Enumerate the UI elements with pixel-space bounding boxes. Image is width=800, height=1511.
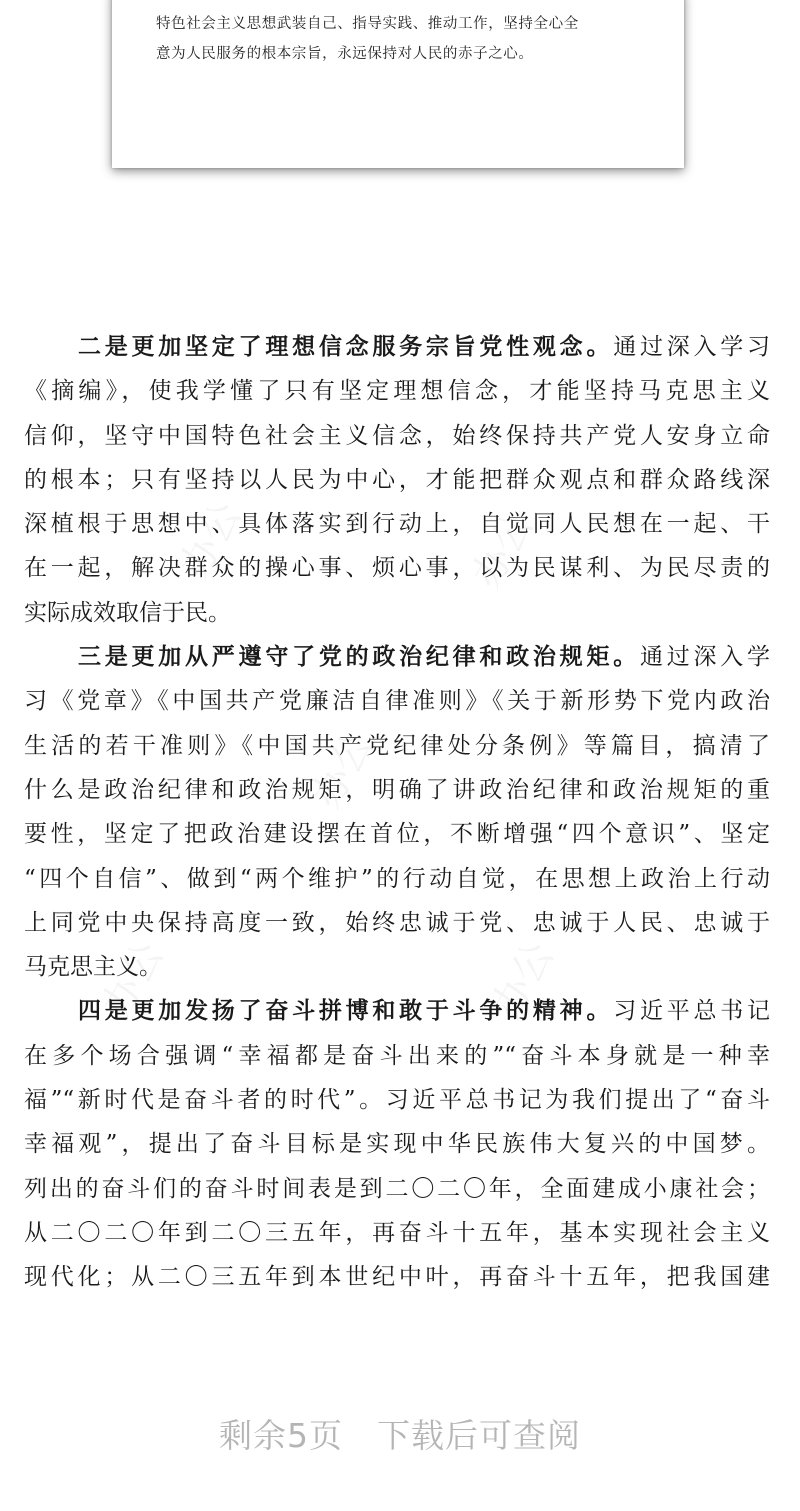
paragraph-text: 通过深入学习 bbox=[613, 334, 771, 360]
quote-line: 意为人民服务的根本宗旨，永远保持对人民的赤子之心。 bbox=[156, 46, 534, 62]
paragraph-line: 马克思主义。 bbox=[24, 954, 162, 981]
download-prompt[interactable] bbox=[0, 1410, 800, 1457]
download-to-view-link[interactable]: 下载后可查阅 bbox=[377, 1416, 581, 1455]
paragraph-line: 要性，坚定了把政治建设摆在首位，不断增强“四个意识”、坚定 bbox=[24, 821, 770, 848]
paragraph-line: 在一起，解决群众的操心事、烦心事，以为民谋利、为民尽责的 bbox=[24, 555, 770, 582]
paragraph-line: 实际成效取信于民。 bbox=[24, 599, 231, 626]
paragraph-line: 现代化；从二〇三五年到本世纪中叶，再奋斗十五年，把我国建 bbox=[24, 1264, 770, 1291]
paragraph-line: 什么是政治纪律和政治规矩，明确了讲政治纪律和政治规矩的重 bbox=[24, 776, 770, 803]
quote-card bbox=[112, 0, 684, 168]
paragraph-lead: 四是更加发扬了奋斗拼博和敢于斗争的精神。 bbox=[78, 997, 614, 1025]
paragraph-text: 习近平总书记 bbox=[613, 998, 771, 1025]
quote-line: 特色社会主义思想武装自己、指导实践、推动工作，坚持全心全 bbox=[156, 16, 579, 32]
paragraph-line: 幸福观”，提出了奋斗目标是实现中华民族伟大复兴的中国梦。 bbox=[24, 1131, 770, 1158]
paragraph-line: 福”“新时代是奋斗者的时代”。习近平总书记为我们提出了“奋斗 bbox=[24, 1087, 770, 1114]
paragraph-line: 的根本；只有坚持以人民为中心，才能把群众观点和群众路线深 bbox=[24, 466, 770, 493]
remaining-pages-label: 剩余5页 bbox=[219, 1416, 343, 1455]
paragraph-line: 在多个场合强调“幸福都是奋斗出来的”“奋斗本身就是一种幸 bbox=[24, 1042, 770, 1069]
paragraph-line: 信仰，坚守中国特色社会主义信念，始终保持共产党人安身立命 bbox=[24, 422, 770, 449]
paragraph-line bbox=[24, 989, 770, 1033]
document-body bbox=[24, 325, 770, 1300]
paragraph-lead: 二是更加坚定了理想信念服务宗旨党性观念。 bbox=[78, 333, 614, 360]
paragraph-line: 列出的奋斗们的奋斗时间表是到二〇二〇年，全面建成小康社会； bbox=[24, 1175, 770, 1202]
paragraph-line: 生活的若干准则》《中国共产党纪律处分条例》等篇目，搞清了 bbox=[24, 732, 770, 759]
paragraph-line: 上同党中央保持高度一致，始终忠诚于党、忠诚于人民、忠诚于 bbox=[24, 909, 770, 936]
paragraph-line: 《摘编》，使我学懂了只有坚定理想信念，才能坚持马克思主义 bbox=[24, 378, 770, 405]
paragraph-line: “四个自信”、做到“两个维护”的行动自觉，在思想上政治上行动 bbox=[24, 865, 770, 892]
paragraph-line: 深植根于思想中、具体落实到行动上，自觉同人民想在一起、干 bbox=[24, 511, 770, 538]
paragraph-line bbox=[24, 325, 770, 369]
paragraph-line: 习《党章》《中国共产党廉洁自律准则》《关于新形势下党内政治 bbox=[24, 688, 770, 715]
paragraph-line bbox=[24, 635, 770, 679]
paragraph-line: 从二〇二〇年到二〇三五年，再奋斗十五年，基本实现社会主义 bbox=[24, 1219, 770, 1246]
paragraph-text: 通过深入学 bbox=[639, 644, 771, 671]
paragraph-lead: 三是更加从严遵守了党的政治纪律和政治规矩。 bbox=[78, 643, 640, 671]
